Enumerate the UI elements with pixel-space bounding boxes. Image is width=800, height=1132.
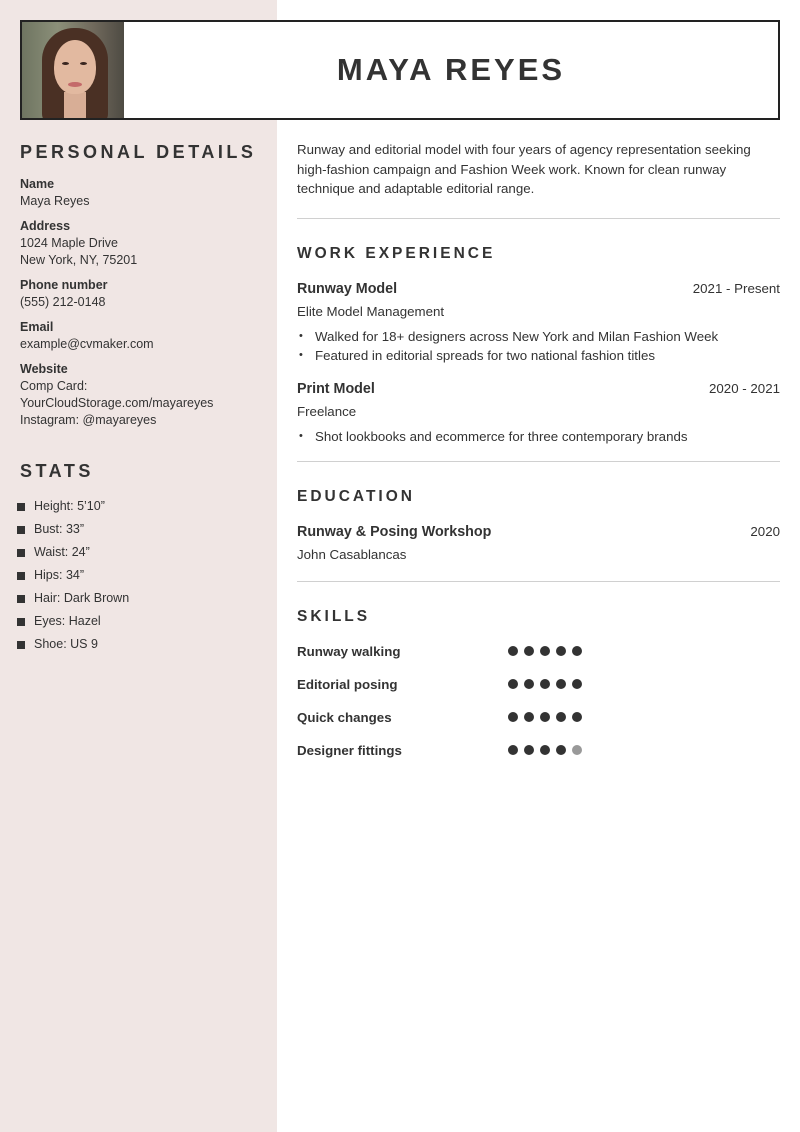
section-divider [297, 581, 780, 582]
email-value: example@cvmaker.com [20, 337, 154, 351]
skill-rating [508, 712, 588, 722]
stat-item: Hips: 34” [20, 564, 265, 587]
job-entry [297, 279, 780, 365]
skill-row [297, 668, 780, 701]
skill-name: Designer fittings [297, 742, 402, 758]
job-employer: Freelance [297, 403, 357, 419]
rating-dot-filled-icon [556, 679, 566, 689]
candidate-name: MAYA REYES [336, 52, 566, 87]
profile-photo [22, 22, 124, 118]
skill-rating [508, 679, 588, 689]
education-institution: John Casablancas [297, 546, 407, 562]
skill-rating [508, 646, 588, 656]
stat-item: Height: 5’10” [20, 495, 265, 518]
section-divider [297, 461, 780, 462]
stats-heading: STATS [20, 461, 94, 481]
stats-list [20, 495, 265, 656]
address-label: Address [20, 219, 71, 233]
email-label: Email [20, 320, 54, 334]
section-divider [297, 218, 780, 219]
education-dates: 2020 [750, 523, 780, 539]
profile-summary: Runway and editorial model with four years of agency representation seeking high-fashion campaign and Fashion Week work. Known for clean runway technique and adaptable editorial range. [297, 142, 751, 196]
stat-item: Eyes: Hazel [20, 610, 265, 633]
skill-row [297, 635, 780, 668]
rating-dot-filled-icon [572, 646, 582, 656]
skill-name: Editorial posing [297, 676, 398, 692]
website-link[interactable]: YourCloudStorage.com/mayareyes [20, 396, 214, 410]
phone-label: Phone number [20, 278, 108, 292]
rating-dot-filled-icon [524, 679, 534, 689]
square-bullet-icon [17, 572, 25, 580]
job-dates: 2020 - 2021 [709, 380, 780, 396]
skill-rating [508, 745, 588, 755]
sidebar [20, 140, 265, 656]
name-label: Name [20, 177, 55, 191]
rating-dot-filled-icon [508, 712, 518, 722]
main-content [297, 140, 780, 767]
skills-heading: SKILLS [297, 607, 371, 625]
stat-item: Bust: 33” [20, 518, 265, 541]
rating-dot-filled-icon [540, 745, 550, 755]
square-bullet-icon [17, 503, 25, 511]
name-value: Maya Reyes [20, 194, 90, 208]
rating-dot-filled-icon [556, 712, 566, 722]
skills-list [297, 635, 780, 767]
square-bullet-icon [17, 641, 25, 649]
website-line-1: Comp Card: [20, 379, 88, 393]
job-title: Print Model [297, 380, 375, 397]
rating-dot-filled-icon [508, 646, 518, 656]
skill-row [297, 734, 780, 767]
square-bullet-icon [17, 526, 25, 534]
rating-dot-empty-icon [572, 745, 582, 755]
rating-dot-filled-icon [556, 745, 566, 755]
skill-name: Quick changes [297, 709, 392, 725]
rating-dot-filled-icon [556, 646, 566, 656]
stat-item: Shoe: US 9 [20, 633, 265, 656]
website-label: Website [20, 362, 68, 376]
instagram-link[interactable]: Instagram: @mayareyes [20, 413, 157, 427]
square-bullet-icon [17, 595, 25, 603]
work-experience-heading: WORK EXPERIENCE [297, 244, 496, 262]
address-line-1: 1024 Maple Drive [20, 236, 118, 250]
rating-dot-filled-icon [508, 745, 518, 755]
job-employer: Elite Model Management [297, 303, 445, 319]
education-heading: EDUCATION [297, 487, 415, 505]
stat-item: Hair: Dark Brown [20, 587, 265, 610]
rating-dot-filled-icon [524, 745, 534, 755]
job-entry [297, 379, 780, 446]
rating-dot-filled-icon [524, 712, 534, 722]
address-line-2: New York, NY, 75201 [20, 253, 138, 267]
job-bullet: • Shot lookbooks and ecommerce for three contemporary brands [297, 427, 780, 446]
rating-dot-filled-icon [572, 679, 582, 689]
education-entry [297, 522, 780, 564]
job-dates: 2021 - Present [692, 280, 780, 296]
square-bullet-icon [17, 618, 25, 626]
stat-item: Waist: 24” [20, 541, 265, 564]
rating-dot-filled-icon [524, 646, 534, 656]
header [20, 20, 780, 120]
education-title: Runway & Posing Workshop [297, 523, 492, 540]
skill-row [297, 701, 780, 734]
rating-dot-filled-icon [508, 679, 518, 689]
rating-dot-filled-icon [572, 712, 582, 722]
skill-name: Runway walking [297, 643, 401, 659]
job-title: Runway Model [297, 280, 398, 297]
rating-dot-filled-icon [540, 646, 550, 656]
personal-details-heading: PERSONAL DETAILS [20, 142, 257, 162]
job-bullet: • Featured in editorial spreads for two national fashion titles [297, 346, 780, 365]
job-bullet: • Walked for 18+ designers across New York and Milan Fashion Week [297, 327, 780, 346]
rating-dot-filled-icon [540, 712, 550, 722]
square-bullet-icon [17, 549, 25, 557]
rating-dot-filled-icon [540, 679, 550, 689]
phone-value: (555) 212-0148 [20, 295, 106, 309]
